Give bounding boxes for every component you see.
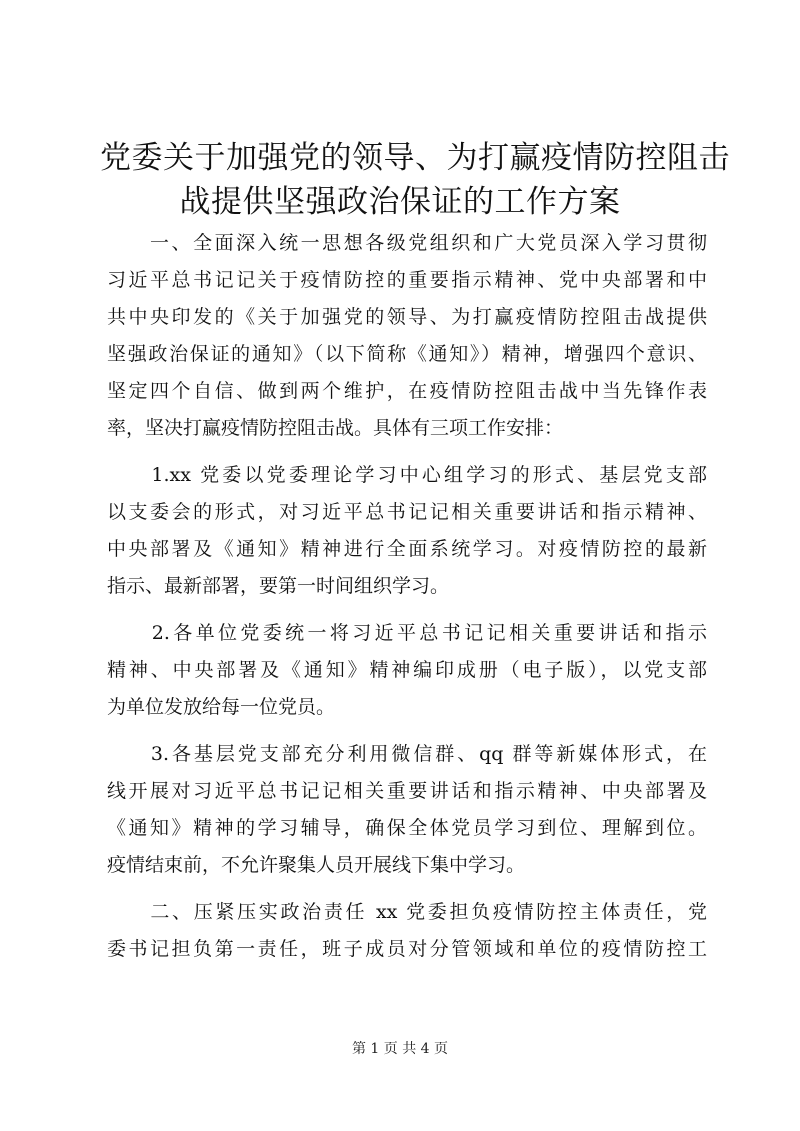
document-body (107, 225, 707, 968)
body-line: 共中央印发的《关于加强党的领导、为打赢疫情防控阻击战提供 (107, 306, 707, 328)
body-line: 精神、中央部署及《通知》精神编印成册（电子版），以党支部 (107, 659, 707, 681)
body-line: 指示、最新部署，要第一时间组织学习。 (107, 575, 450, 597)
body-line: 疫情结束前，不允许聚集人员开展线下集中学习。 (107, 854, 526, 876)
body-line: 中央部署及《通知》精神进行全面系统学习。对疫情防控的最新 (107, 538, 707, 560)
body-line: 二、压紧压实政治责任 xx 党委担负疫情防控主体责任，党 (107, 901, 707, 923)
body-line: 为单位发放给每一位党员。 (107, 696, 336, 718)
body-line: 坚强政治保证的通知》（以下简称《通知》）精神，增强四个意识、 (107, 343, 707, 365)
page-footer: 第 1 页 共 4 页 (351, 1041, 449, 1057)
document-title (100, 136, 730, 224)
body-line: 1.xx 党委以党委理论学习中心组学习的形式、基层党支部 (107, 464, 707, 486)
body-line: 2.各单位党委统一将习近平总书记记相关重要讲话和指示 (107, 622, 707, 644)
body-line: 率，坚决打赢疫情防控阻击战。具体有三项工作安排： (107, 417, 564, 439)
body-line: 一、全面深入统一思想各级党组织和广大党员深入学习贯彻 (107, 232, 707, 254)
body-line: 委书记担负第一责任，班子成员对分管领域和单位的疫情防控工 (107, 938, 707, 960)
title-line: 战提供坚强政治保证的工作方案 (179, 184, 621, 220)
body-line: 线开展对习近平总书记记相关重要讲话和指示精神、中央部署及 (107, 780, 707, 802)
body-line: 习近平总书记记关于疫情防控的重要指示精神、党中央部署和中 (107, 269, 707, 291)
body-line: 坚定四个自信、做到两个维护，在疫情防控阻击战中当先锋作表 (107, 380, 707, 402)
title-line: 党委关于加强党的领导、为打赢疫情防控阻击 (100, 140, 730, 176)
body-line: 3.各基层党支部充分利用微信群、qq 群等新媒体形式，在 (107, 743, 707, 765)
body-line: 以支委会的形式，对习近平总书记记相关重要讲话和指示精神、 (107, 501, 707, 523)
body-line: 《通知》精神的学习辅导，确保全体党员学习到位、理解到位。 (107, 817, 707, 839)
